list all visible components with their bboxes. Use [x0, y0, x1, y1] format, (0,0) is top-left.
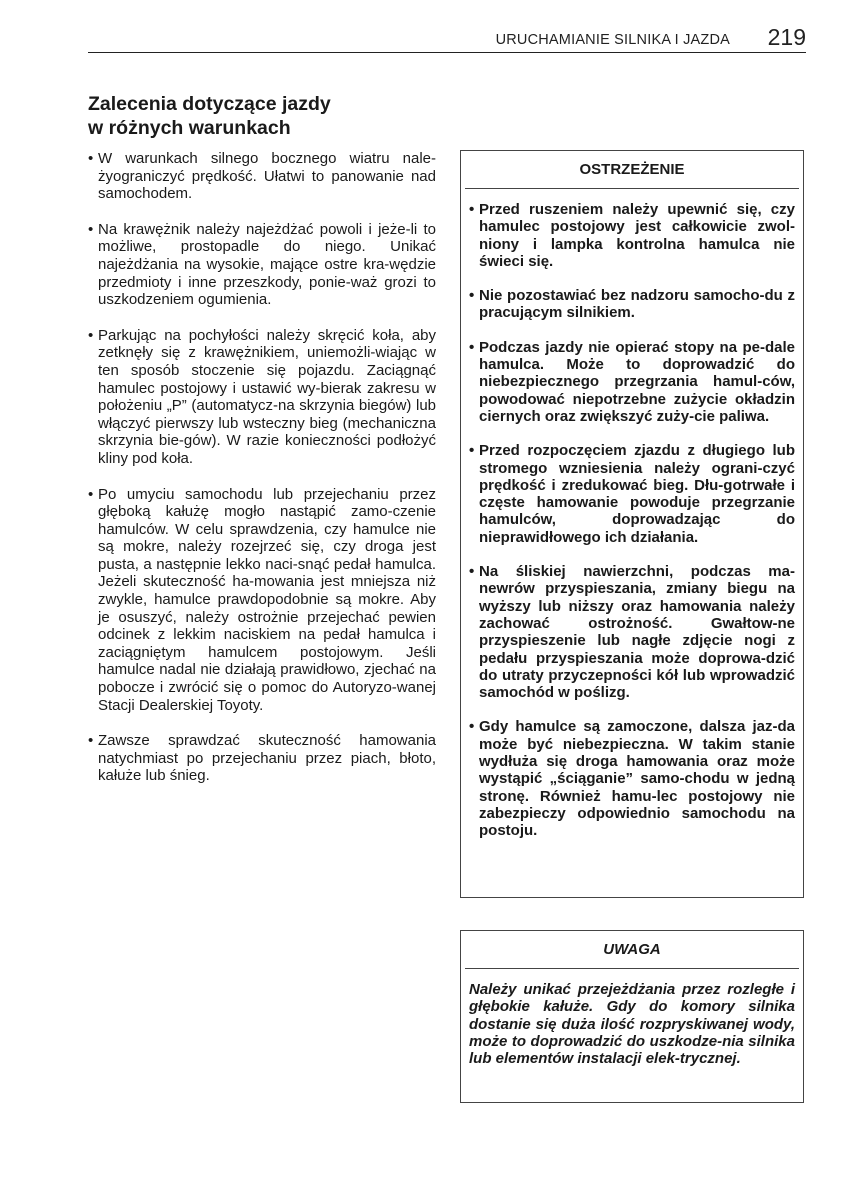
warning-item-text: Gdy hamulce są zamoczone, dalsza jaz-da może być niebezpieczna. W takim stanie wydłuża się droga hamowania oraz może wystąpić „ściąganie” samo-chodu w jedną stronę. Również hamu-lec postojowy nie zabezpieczy odpowiednio samochodu na postoju. [479, 718, 795, 840]
list-item [88, 486, 436, 715]
section-title-line2: w różnych warunkach [88, 117, 291, 139]
list-item-text: Parkując na pochyłości należy skręcić koła, aby zetknęły się z krawężnikiem, uniemożli-wiając w ten sposób stoczenie się pojazdu. Zaciągnąć hamulec postojowy i ustawić wy-bierak zakresu w położeniu „P” (automatycz-na skrzynia biegów) lub włączyć pierwszy lub wsteczny bieg (mechaniczna skrzynia bie-gów). W razie konieczności podłożyć kliny pod koła. [98, 326, 436, 467]
note-title: UWAGA [465, 931, 799, 969]
warning-title: OSTRZEŻENIE [465, 151, 799, 189]
section-title-line1: Zalecenia dotyczące jazdy [88, 93, 331, 115]
list-item [88, 732, 436, 785]
bullet-icon: • [88, 326, 94, 344]
bullet-icon: • [469, 718, 475, 736]
list-item [88, 327, 436, 468]
guidance-list [88, 150, 436, 803]
warning-item-text: Nie pozostawiać bez nadzoru samocho-du z pracującym silnikiem. [479, 287, 795, 322]
note-box [460, 930, 804, 1103]
warning-item-text: Podczas jazdy nie opierać stopy na pe-dale hamulca. Może to doprowadzić do niebezpiecznego przegrzania hamul-ców, powodować niepotrzebne zużycie okładzin ciernych oraz zwiększyć zuży-cie paliwa. [479, 338, 795, 425]
bullet-icon: • [88, 150, 94, 167]
bullet-icon: • [88, 485, 94, 503]
list-item [88, 221, 436, 309]
page-header [88, 24, 806, 53]
list-item [88, 150, 436, 203]
bullet-icon: • [469, 442, 475, 460]
list-item-text: W warunkach silnego bocznego wiatru nale-żyograniczyć prędkość. Ułatwi to panowanie nad samochodem. [98, 150, 436, 203]
list-item-text: Zawsze sprawdzać skuteczność hamowania natychmiast po przejechaniu przez piach, błoto, kałuże lub śnieg. [98, 732, 436, 785]
warning-item-text: Przed rozpoczęciem zjazdu z długiego lub stromego wzniesienia należy ograni-czyć prędkość i zredukować bieg. Dłu-gotrwałe i częste hamowanie powoduje przegrzanie hamulców, doprowadzając do nieprawidłowego ich działania. [479, 442, 795, 546]
bullet-icon: • [469, 201, 475, 218]
bullet-icon: • [469, 287, 475, 305]
warning-item [469, 201, 795, 270]
page-number: 219 [767, 24, 806, 50]
bullet-icon: • [88, 732, 94, 750]
warning-item-text: Na śliskiej nawierzchni, podczas ma-newrów przyspieszania, zmiany biegu na wyższy lub niższy oraz hamowania należy zachować ostrożność. Gwałtow-ne przyspieszenie lub nagłe zdjęcie nogi z pedału przyspieszania może doprowa-dzić do utraty przyczepności kół lub wprowadzić samochód w poślizg. [479, 563, 795, 702]
list-item-text: Na krawężnik należy najeżdżać powoli i jeże-li to możliwe, prostopadle do niego. Unikać najeżdżania na wysokie, mające ostre kra-wędzie przedmioty i inne przeszkody, ponie-waż grozi to uszkodzeniem ogumienia. [98, 220, 436, 309]
list-item-text: Po umyciu samochodu lub przejechaniu przez głęboką kałużę mogło nastąpić zamo-czenie hamulców. W celu sprawdzenia, czy hamulce nie są mokre, należy rozejrzeć się, czy droga jest pusta, a następnie lekko naci-snąć pedał hamulca. Jeżeli skuteczność ha-mowania jest mniejsza niż zwykle, hamulce prawdopodobnie są mokre. Aby je osuszyć, należy ostrożnie przejechać pewien odcinek z lekkim naciskiem na pedał hamulca i zaciągniętym hamulcem postojowym. Jeśli hamulce nadal nie działają prawidłowo, zjechać na pobocze i zwrócić się o pomoc do Autoryzo-wanej Stacji Dealerskiej Toyoty. [98, 485, 436, 714]
warning-box [460, 150, 804, 898]
bullet-icon: • [469, 338, 475, 356]
warning-item [469, 718, 795, 839]
warning-item [469, 442, 795, 546]
note-body [461, 969, 803, 1067]
bullet-icon: • [469, 563, 475, 581]
section-title [88, 92, 448, 140]
warning-item [469, 287, 795, 322]
warning-item-text: Przed ruszeniem należy upewnić się, czy hamulec postojowy jest całkowicie zwol-niony i lampka kontrolna hamulca nie świeci się. [479, 201, 795, 270]
bullet-icon: • [88, 220, 94, 238]
warning-body [461, 189, 803, 840]
warning-item [469, 563, 795, 701]
warning-item [469, 339, 795, 425]
note-text: Należy unikać przejeżdżania przez rozległe i głębokie kałuże. Gdy do komory silnika dostanie się duża ilość rozpryskiwanej wody, może to doprowadzić do uszkodze-nia silnika lub elementów instalacji elek-trycznej. [469, 981, 795, 1068]
header-title: URUCHAMIANIE SILNIKA I JAZDA [495, 32, 730, 48]
